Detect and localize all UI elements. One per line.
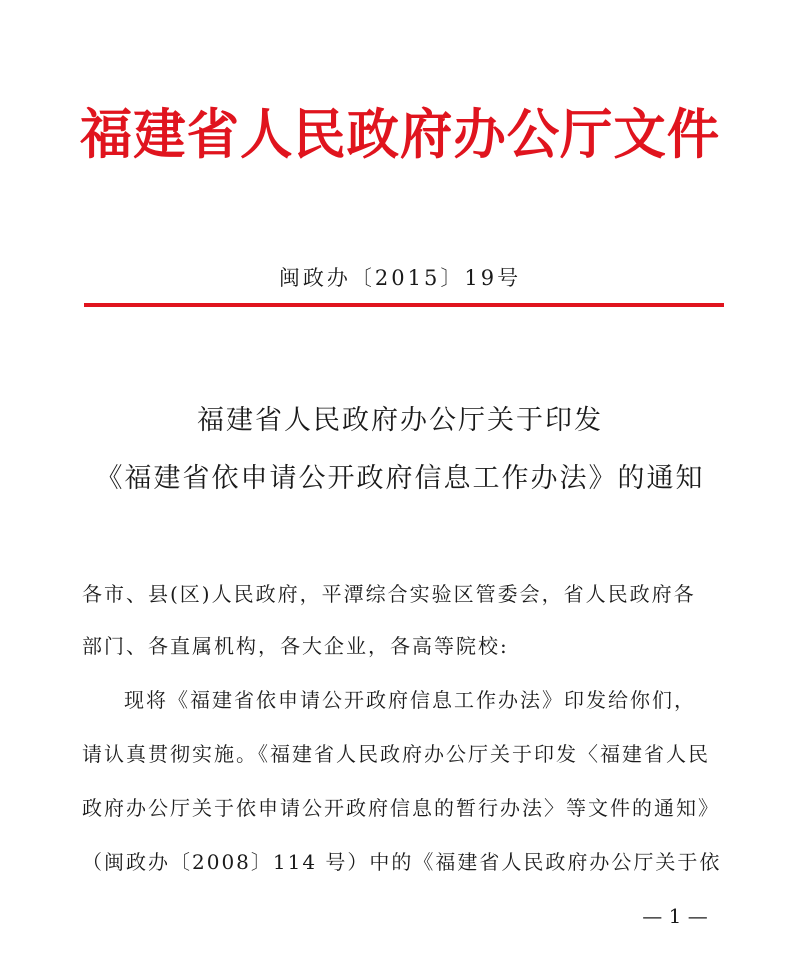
notice-title-line-1: 福建省人民政府办公厅关于印发 [197,405,603,436]
notice-title-line-2: 《福建省依申请公开政府信息工作办法》的通知 [95,463,705,494]
body-paragraph-line-4: （闽政办〔2008〕114 号）中的《福建省人民政府办公厅关于依 [82,850,722,874]
document-masthead: 福建省人民政府办公厅文件 [79,103,721,166]
body-paragraph-line-1: 现将《福建省依申请公开政府信息工作办法》印发给你们， [124,688,696,712]
page-number: — 1 — [642,904,708,928]
body-paragraph-line-3: 政府办公厅关于依申请公开政府信息的暂行办法〉等文件的通知》 [82,796,720,820]
red-divider-line [84,303,724,307]
document-number: 闽政办〔2015〕19号 [278,266,522,290]
addressee-line-1: 各市、县(区)人民政府，平潭综合实验区管委会，省人民政府各 [82,582,696,606]
body-paragraph-line-2: 请认真贯彻实施。《福建省人民政府办公厅关于印发〈福建省人民 [82,742,710,766]
addressee-line-2: 部门、各直属机构，各大企业，各高等院校: [82,634,509,658]
